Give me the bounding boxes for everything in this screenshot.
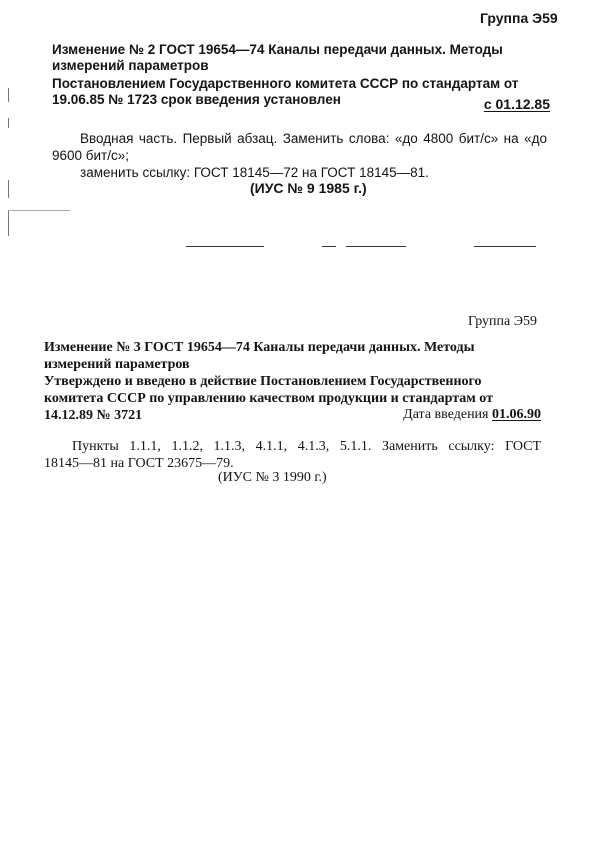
effective-date-1: с 01.12.85: [483, 96, 550, 112]
decree-text-2: Утверждено и введено в действие Постановлением Государственного комитета СССР по управлению качеством продукции и стандартам от 14.12.89 № 3721: [44, 374, 493, 423]
separator-dash: [346, 246, 406, 247]
margin-mark: [8, 88, 9, 102]
group-label-1: Группа Э59: [480, 10, 558, 26]
effective-date-2: [300, 407, 541, 423]
decree-text-1-content: Постановлением Государственного комитета СССР по стандартам от 19.06.85 № 1723 срок введения установлен: [52, 76, 519, 107]
ius-ref-1: (ИУС № 9 1985 г.): [250, 180, 367, 196]
decree-text-1: [52, 76, 547, 108]
margin-mark: [8, 180, 9, 198]
change-ref-1: заменить ссылку: ГОСТ 18145—72 на ГОСТ 18145—81.: [80, 165, 429, 180]
separator-dash: [474, 246, 536, 247]
margin-mark: [8, 118, 9, 128]
change-text-1-line1: Вводная часть. Первый абзац. Заменить слова: «до 4800 бит/с» на «до: [80, 131, 547, 146]
margin-mark: [8, 210, 9, 236]
ius-ref-2: (ИУС № 3 1990 г.): [218, 470, 327, 485]
margin-mark: [10, 210, 70, 211]
change-text-2-line2: 18145—81 на ГОСТ 23675—79.: [44, 456, 234, 471]
group-label-2: Группа Э59: [468, 314, 537, 329]
effective-label-2: Дата введения: [403, 407, 489, 422]
change-text-2-line1: Пункты 1.1.1, 1.1.2, 1.1.3, 4.1.1, 4.1.3, 5.1.1. Заменить ссылку: ГОСТ: [72, 439, 541, 454]
effective-date-2-value: 01.06.90: [492, 407, 541, 422]
separator-dash: [322, 246, 336, 247]
change-text-1-line2: 9600 бит/с»;: [52, 148, 129, 163]
change-title-1: Изменение № 2 ГОСТ 19654—74 Каналы передачи данных. Методы измерений параметров: [52, 42, 503, 73]
separator-dash: [186, 246, 264, 247]
change-title-2: Изменение № 3 ГОСТ 19654—74 Каналы передачи данных. Методы измерений параметров: [44, 340, 475, 372]
